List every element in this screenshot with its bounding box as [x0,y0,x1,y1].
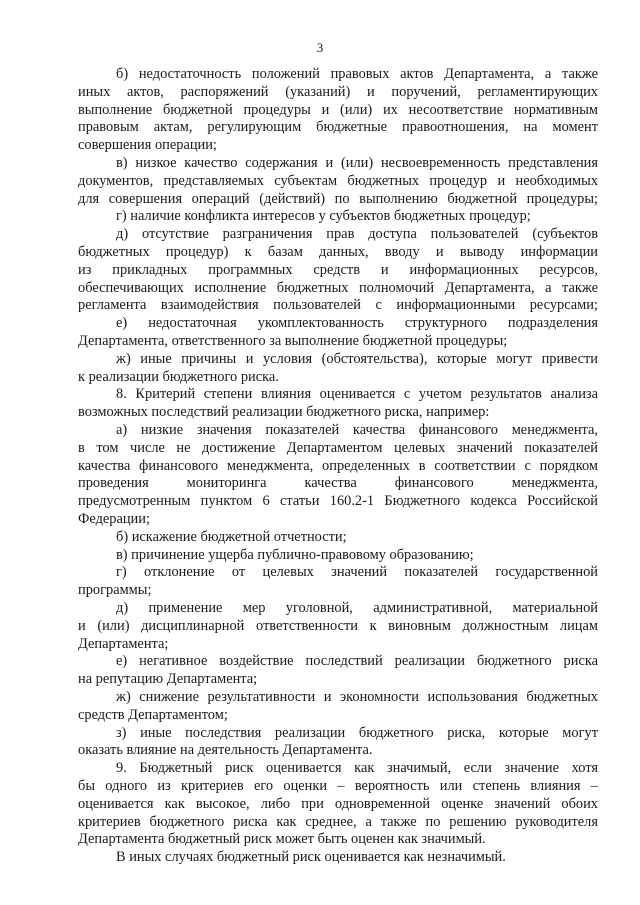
text-line: критериев бюджетного риска как среднее, а также по решению руководителя [78,813,598,830]
text-line: из прикладных программных средств и информационных ресурсов, [78,261,598,278]
text-line: программы; [78,582,152,599]
text-line: б) недостаточность положений правовых актов Департамента, а также [116,66,598,82]
text-line: возможных последствий реализации бюджетного риска, например: [78,404,490,421]
text-line: Департамента, ответственного за выполнение бюджетной процедуры; [78,333,508,349]
text-line: предусмотренным пунктом 6 статьи 160.2-1 Бюджетного кодекса Российской [78,493,598,510]
text-line: В иных случаях бюджетный риск оценивается как незначимый. [116,849,506,866]
text-line: в том числе не достижение Департаментом целевых значений показателей [78,439,598,456]
text-line: иных актов, распоряжений (указаний) и поручений, регламентирующих [78,83,598,100]
text-line: оказать влияние на деятельность Департамента. [78,742,373,759]
text-line: и (или) дисциплинарной ответственности к виновным должностным лицам [78,617,598,634]
text-line: для совершения операций (действий) по выполнению бюджетной процедуры; [78,190,598,207]
text-line: в) причинение ущерба публично-правовому образованию; [116,546,474,563]
text-line: Федерации; [78,511,150,527]
page-number: 3 [316,40,324,55]
text-line: проведения мониторинга качества финансового менеджмента, [78,475,598,492]
text-line: е) негативное воздействие последствий реализации бюджетного риска [116,653,598,670]
text-line: оценивается как высокое, либо при одновременной оценке значений обоих [78,795,598,812]
text-line: к реализации бюджетного риска. [78,368,279,385]
text-line: ж) снижение результативности и экономности использования бюджетных [116,689,598,705]
text-line: правовым актам, регулирующим бюджетные правоотношения, на момент [78,119,598,136]
text-line: в) низкое качество содержания и (или) несвоевременность представления [116,155,598,171]
text-line: б) искажение бюджетной отчетности; [116,528,347,545]
text-line: д) применение мер уголовной, административной, материальной [116,600,598,616]
text-line: документов, представляемых субъектам бюджетных процедур и необходимых [78,172,598,189]
text-line: 8. Критерий степени влияния оценивается с учетом результатов анализа [116,386,598,403]
text-line: совершения операции; [78,137,217,154]
text-line: обеспечивающих исполнение бюджетных полномочий Департамента, а также [78,279,598,296]
text-line: Департамента; [78,635,169,652]
text-line: качества финансового менеджмента, определенных в соответствии с порядком [78,457,598,474]
text-line: бюджетных процедур) к базам данных, вводу и выводу информации [78,244,598,260]
text-line: регламента взаимодействия пользователей с информационными ресурсами; [78,297,598,314]
text-line: з) иные последствия реализации бюджетного риска, которые могут [116,724,598,741]
text-line: г) отклонение от целевых значений показателей государственной [116,564,598,581]
text-line: средств Департаментом; [78,706,228,723]
text-line: бы одного из критериев его оценки – вероятность или степень влияния – [78,778,598,794]
text-line: 9. Бюджетный риск оценивается как значимый, если значение хотя [116,760,598,777]
text-line: на репутацию Департамента; [78,671,258,688]
text-line: выполнение бюджетной процедуры и (или) их несоответствие нормативным [78,101,598,118]
text-line: д) отсутствие разграничения прав доступа пользователей (субъектов [116,226,598,243]
text-line: Департамента бюджетный риск может быть оценен как значимый. [78,831,486,848]
text-line: г) наличие конфликта интересов у субъектов бюджетных процедур; [116,208,531,225]
text-line: е) недостаточная укомплектованность структурного подразделения [116,315,598,332]
text-line: а) низкие значения показателей качества финансового менеджмента, [116,422,598,438]
text-line: ж) иные причины и условия (обстоятельства), которые могут привести [116,350,598,367]
